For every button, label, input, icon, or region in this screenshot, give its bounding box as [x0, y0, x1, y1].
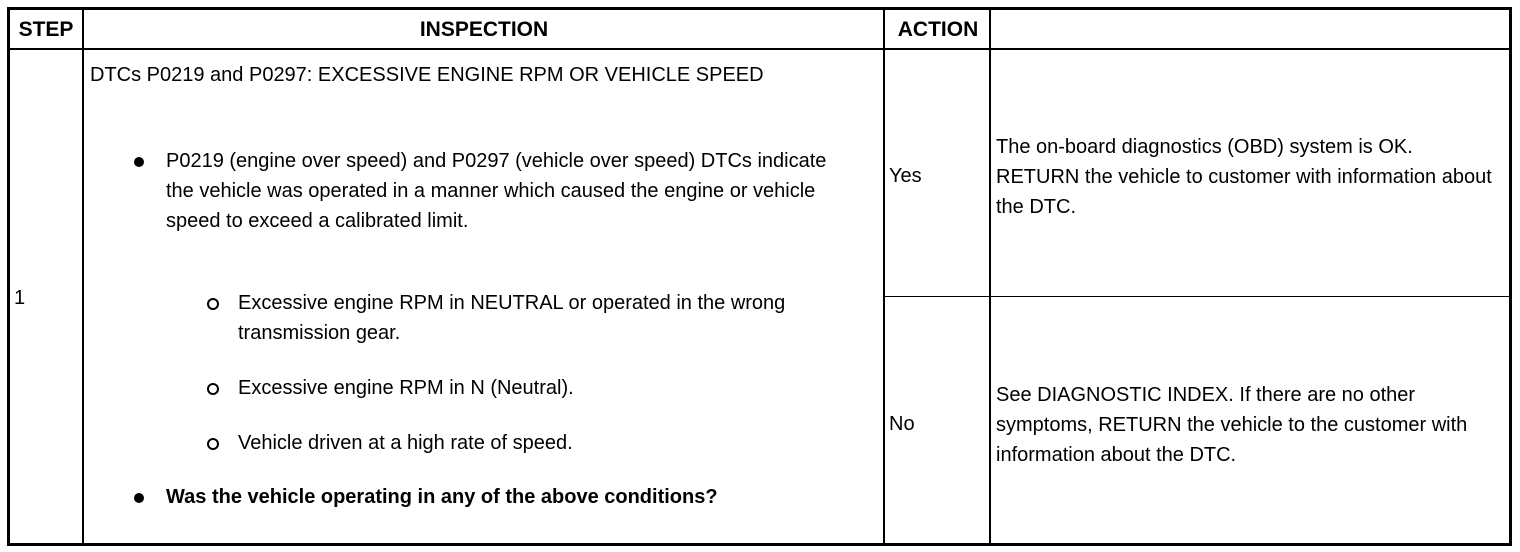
bullet-dot-icon — [134, 157, 144, 167]
inspection-question: Was the vehicle operating in any of the above conditions? — [166, 486, 718, 508]
inspection-title: DTCs P0219 and P0297: EXCESSIVE ENGINE RPM OR VEHICLE SPEED — [90, 64, 764, 86]
header-action: ACTION — [897, 18, 979, 41]
divider-inspection-action — [883, 10, 885, 543]
inspection-sub-bullet-3: Vehicle driven at a high rate of speed. — [238, 432, 573, 454]
row-divider-yes-no — [884, 296, 1509, 297]
step-number: 1 — [14, 287, 26, 309]
answer-no: No — [889, 413, 915, 435]
answer-yes: Yes — [889, 165, 922, 187]
action-no: See DIAGNOSTIC INDEX. If there are no other symptoms, RETURN the vehicle to the customer with information about the DTC. — [996, 384, 1468, 466]
bullet-dot-icon — [134, 493, 144, 503]
open-circle-icon — [207, 438, 219, 450]
inspection-sub-bullet-2: Excessive engine RPM in N (Neutral). — [238, 377, 574, 399]
divider-action-result — [989, 10, 991, 543]
open-circle-icon — [207, 298, 219, 310]
diagnostic-table — [7, 7, 1512, 546]
inspection-sub-bullet-1: Excessive engine RPM in NEUTRAL or operated in the wrong transmission gear. — [238, 292, 786, 344]
header-step: STEP — [18, 18, 74, 41]
header-inspection: INSPECTION — [419, 18, 549, 41]
open-circle-icon — [207, 383, 219, 395]
header-divider — [10, 48, 1509, 50]
divider-step-inspection — [82, 10, 84, 543]
inspection-bullet-1: P0219 (engine over speed) and P0297 (vehicle over speed) DTCs indicate the vehicle was operated in a manner which caused the engine or vehicle speed to exceed a calibrated limit. — [166, 150, 827, 232]
action-yes: The on-board diagnostics (OBD) system is OK. RETURN the vehicle to customer with information about the DTC. — [996, 136, 1492, 218]
